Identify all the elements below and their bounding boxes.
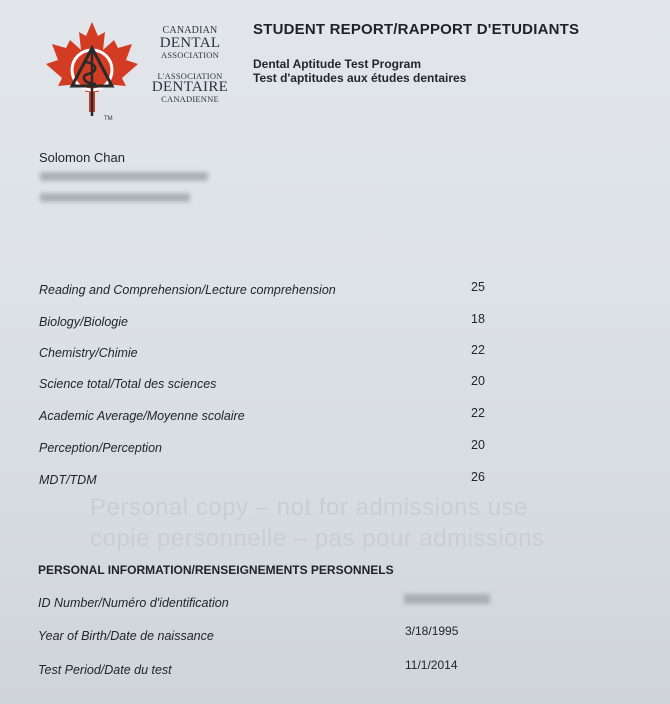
score-row bbox=[39, 280, 499, 301]
redacted-id-number bbox=[404, 594, 490, 604]
personal-info-label: Test Period/Date du test bbox=[38, 663, 172, 677]
personal-info-label: Year of Birth/Date de naissance bbox=[38, 629, 214, 643]
score-label: Science total/Total des sciences bbox=[39, 377, 217, 391]
assoc-en-line2: DENTAL bbox=[159, 35, 221, 51]
assoc-fr-line1: L'ASSOCIATION bbox=[157, 70, 223, 81]
score-value: 22 bbox=[471, 406, 485, 420]
personal-info-value: 3/18/1995 bbox=[405, 624, 459, 638]
score-row bbox=[39, 438, 499, 459]
score-label: Reading and Comprehension/Lecture comprehension bbox=[39, 283, 336, 297]
score-value: 25 bbox=[471, 280, 485, 294]
trademark-mark: TM bbox=[104, 116, 113, 122]
redacted-address-line2 bbox=[40, 193, 190, 202]
redacted-address-line1 bbox=[40, 172, 208, 181]
score-value: 26 bbox=[471, 470, 485, 484]
score-row bbox=[39, 343, 499, 364]
score-value: 18 bbox=[471, 312, 485, 326]
score-row bbox=[39, 470, 499, 491]
assoc-en-line3: ASSOCIATION bbox=[161, 50, 219, 60]
personal-info-heading: PERSONAL INFORMATION/RENSEIGNEMENTS PERSONNELS bbox=[38, 563, 394, 577]
report-title: STUDENT REPORT/RAPPORT D'ETUDIANTS bbox=[253, 21, 580, 38]
student-name: Solomon Chan bbox=[39, 150, 125, 165]
score-label: MDT/TDM bbox=[39, 473, 97, 487]
personal-info-row bbox=[38, 658, 478, 681]
score-value: 20 bbox=[471, 374, 485, 388]
cda-maple-leaf-logo bbox=[42, 20, 142, 124]
program-name-fr: Test d'aptitudes aux études dentaires bbox=[253, 71, 467, 85]
personal-info-label: ID Number/Numéro d'identification bbox=[38, 596, 229, 610]
assoc-fr-line3: CANADIENNE bbox=[161, 94, 219, 104]
assoc-en-line1: CANADIAN bbox=[162, 25, 218, 36]
score-label: Chemistry/Chimie bbox=[39, 346, 138, 360]
watermark-line1: Personal copy – not for admissions use bbox=[90, 494, 528, 521]
score-label: Perception/Perception bbox=[39, 441, 162, 455]
score-label: Biology/Biologie bbox=[39, 315, 128, 329]
score-label: Academic Average/Moyenne scolaire bbox=[39, 409, 245, 423]
personal-info-row bbox=[38, 624, 478, 647]
score-row bbox=[39, 406, 499, 427]
program-name bbox=[253, 57, 466, 85]
watermark-line2: copie personnelle – pas pour admissions bbox=[90, 525, 545, 552]
personal-info-value: 11/1/2014 bbox=[405, 658, 458, 672]
score-value: 20 bbox=[471, 438, 485, 452]
score-value: 22 bbox=[471, 343, 485, 357]
program-name-en: Dental Aptitude Test Program bbox=[253, 57, 422, 71]
assoc-fr-line2: DENTAIRE bbox=[151, 79, 229, 95]
score-row bbox=[39, 374, 499, 395]
score-row bbox=[39, 312, 499, 333]
association-name bbox=[150, 26, 230, 104]
